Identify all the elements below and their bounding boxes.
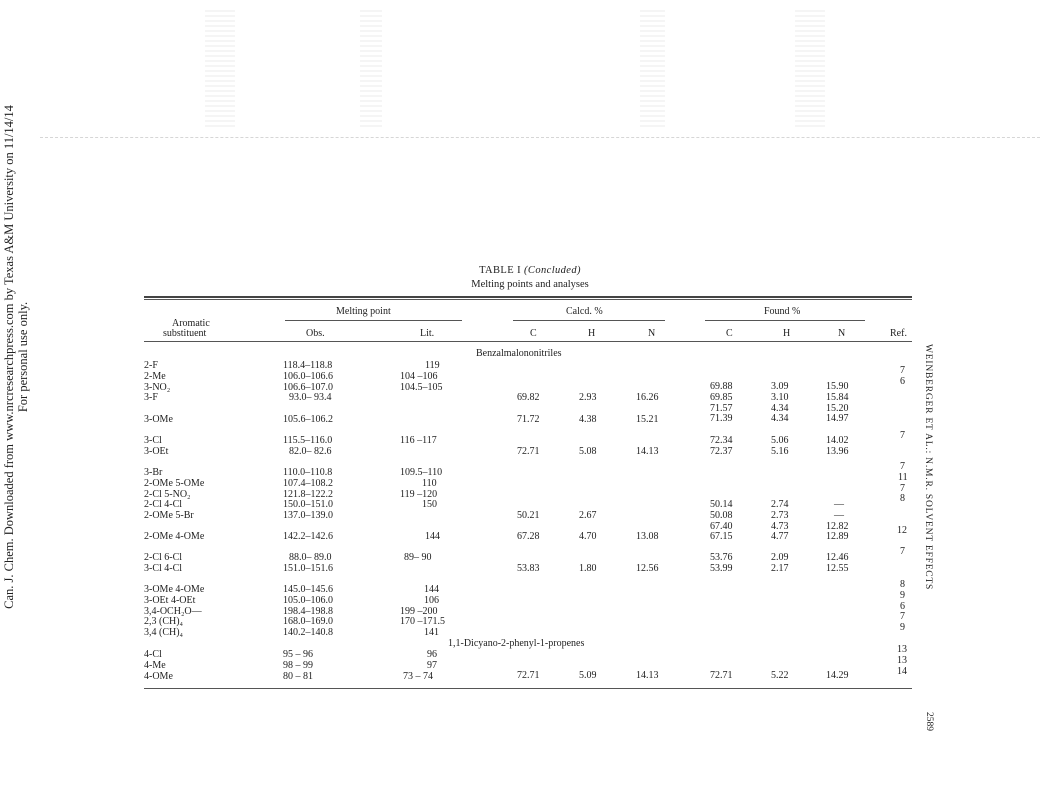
top-rule-2 — [144, 299, 912, 300]
subst-2cl-6cl: 2-Cl 6-Cl — [144, 552, 183, 563]
lit-34-ch4: 141 — [424, 627, 439, 639]
calc-c-4ome: 72.71 — [517, 670, 540, 681]
table-title — [430, 264, 630, 278]
found-h-b3-1: 2.74 — [771, 499, 789, 510]
ref-9b: 9 — [900, 622, 905, 634]
calc-h-3ome: 4.38 — [579, 414, 597, 425]
header-found: Found % — [764, 306, 801, 317]
calc-c-2ome-4ome: 67.28 — [517, 531, 540, 542]
lit-2ome-4ome: 144 — [425, 531, 440, 542]
ref-7f: 7 — [900, 611, 905, 623]
obs-34-ch4: 140.2–140.8 — [283, 627, 333, 639]
found-h-3: 4.34 — [771, 402, 789, 414]
block2-found-h — [771, 436, 789, 458]
obs-2me: 106.0–106.6 — [283, 370, 333, 382]
header-calc-c: C — [530, 328, 537, 339]
lit-2cl-4cl: 150 — [422, 499, 437, 511]
header-rule — [144, 341, 912, 342]
obs-2cl-6cl: 88.0– 89.0 — [289, 552, 332, 563]
calc-h-2ome-5br: 2.67 — [579, 510, 597, 521]
subst-2me: 2-Me — [144, 370, 166, 382]
block5-obs — [283, 553, 333, 575]
subst-2f: 2-F — [144, 360, 158, 371]
block5-substituents — [144, 553, 182, 575]
found-c-3: 71.57 — [710, 402, 733, 414]
ref-7a: 7 — [900, 365, 905, 376]
scan-ghost-3 — [640, 10, 665, 130]
table-caption — [430, 264, 630, 292]
running-head — [922, 344, 938, 594]
found-c-4ome: 72.71 — [710, 670, 733, 681]
lit-4ome: 73 – 74 — [403, 670, 433, 682]
calc-h-4ome: 5.09 — [579, 670, 597, 681]
lit-3oet-4oet: 106 — [424, 594, 439, 606]
block1-lit — [400, 361, 443, 393]
found-c-b3-2: 50.08 — [710, 509, 733, 521]
ref-7c: 7 — [900, 461, 905, 472]
subst-2cl-5no2: 2-Cl 5-NO₂ — [144, 488, 191, 500]
obs-3cl-4cl: 151.0–151.6 — [283, 562, 333, 574]
header-ref: Ref. — [890, 328, 907, 339]
header-found-c: C — [726, 328, 733, 339]
block1-obs — [283, 361, 333, 404]
subst-34-ch4: 3,4 (CH)₄ — [144, 627, 184, 639]
header-calc-h: H — [588, 328, 596, 339]
subst-4me: 4-Me — [144, 659, 166, 671]
scan-ghost-1 — [205, 10, 235, 130]
ref-13b: 13 — [897, 654, 907, 666]
header-melting-point: Melting point — [336, 306, 391, 317]
calc-c-3ome: 71.72 — [517, 414, 540, 425]
subst-23-ch4: 2,3 (CH)₄ — [144, 616, 184, 628]
lit-3no2: 104.5–105 — [400, 381, 443, 393]
found-h-3cl-4cl: 2.17 — [771, 562, 789, 574]
block6-lit — [400, 585, 445, 639]
found-c-2cl-6cl: 53.76 — [710, 552, 733, 563]
block2-found-c — [710, 436, 733, 458]
found-c-3cl: 72.34 — [710, 435, 733, 446]
scan-ghost-4 — [795, 10, 825, 130]
block1-found-h — [771, 382, 789, 414]
block3-obs — [283, 468, 333, 522]
lit-3cl: 116 –117 — [400, 435, 437, 446]
lit-2cl-5no2: 119 –120 — [400, 488, 438, 500]
block6-obs — [283, 585, 333, 639]
download-watermark — [2, 7, 32, 707]
obs-34-och2o: 198.4–198.8 — [283, 605, 333, 617]
found-c-3ome: 71.39 — [710, 413, 733, 424]
calcd-rule — [513, 320, 665, 321]
found-n-3cl: 14.02 — [826, 435, 849, 446]
ref-14: 14 — [897, 665, 907, 677]
ref-9a: 9 — [900, 589, 905, 601]
found-n-3: 15.20 — [826, 402, 849, 414]
header-substituent: substituent — [163, 328, 207, 339]
lit-2me: 104 –106 — [400, 370, 438, 382]
subst-3no2: 3-NO₂ — [144, 381, 171, 393]
block2-found-n — [826, 436, 849, 458]
lit-2ome-5ome: 110 — [422, 477, 437, 489]
obs-3ome-4ome: 145.0–145.6 — [283, 584, 333, 595]
found-h-b3-2: 2.73 — [771, 509, 789, 521]
obs-2cl-5no2: 121.8–122.2 — [283, 488, 333, 500]
block3-substituents — [144, 468, 204, 522]
found-h-2ome-4ome: 4.77 — [771, 531, 789, 542]
lit-3br: 109.5–110 — [400, 467, 443, 478]
block3-found-n — [826, 500, 849, 532]
subst-3ome: 3-OMe — [144, 414, 173, 425]
header-obs: Obs. — [306, 328, 325, 339]
lit-3ome-4ome: 144 — [424, 584, 439, 595]
ref-13a: 13 — [897, 644, 907, 655]
obs-23-ch4: 168.0–169.0 — [283, 616, 333, 628]
found-n-2cl-6cl: 12.46 — [826, 552, 849, 563]
block2-obs — [283, 436, 332, 458]
lit-2f: 119 — [425, 360, 440, 371]
subst-3oet-4oet: 3-OEt 4-OEt — [144, 594, 196, 606]
block1-refs — [900, 366, 905, 388]
block3-lit — [400, 468, 442, 511]
block7-refs — [897, 645, 907, 677]
found-h-2cl-6cl: 2.09 — [771, 552, 789, 563]
block7-obs — [283, 650, 313, 682]
found-n-2: 15.84 — [826, 391, 849, 403]
lit-23-ch4: 170 –171.5 — [400, 616, 445, 628]
header-lit: Lit. — [420, 328, 435, 339]
block5-found-h — [771, 553, 789, 575]
calc-c-3f: 69.82 — [517, 392, 540, 403]
lit-34-och2o: 199 –200 — [400, 605, 438, 617]
header-calcd: Calcd. % — [566, 306, 603, 317]
subst-34-och2o: 3,4-OCH₂O— — [144, 605, 202, 617]
obs-2ome-5ome: 107.4–108.2 — [283, 477, 333, 489]
obs-3no2: 106.6–107.0 — [283, 381, 333, 393]
table-title-prefix: TABLE I — [479, 265, 521, 276]
section-benzalmalononitriles: Benzalmalononitriles — [476, 348, 562, 359]
lit-4cl: 96 — [427, 649, 437, 660]
block7-lit — [403, 650, 437, 682]
running-head-text: WEINBERGER ET AL.: N.M.R. SOLVENT EFFECTS — [923, 344, 933, 591]
page-number — [922, 712, 938, 742]
found-n-b3-3: 12.82 — [826, 520, 849, 532]
lit-2cl-6cl: 89– 90 — [404, 552, 432, 563]
calc-c-3cl-4cl: 53.83 — [517, 563, 540, 574]
calc-n-3cl-4cl: 12.56 — [636, 563, 659, 574]
subst-4ome: 4-OMe — [144, 670, 173, 682]
ref-11: 11 — [898, 471, 908, 483]
found-c-b3-3: 67.40 — [710, 520, 733, 532]
header-calc-n: N — [648, 328, 656, 339]
subst-3f: 3-F — [144, 392, 158, 404]
obs-4me: 98 – 99 — [283, 659, 313, 671]
found-n-3ome: 14.97 — [826, 413, 849, 424]
calc-c-3oet: 72.71 — [517, 446, 540, 457]
subst-2ome-4ome: 2-OMe 4-OMe — [144, 531, 205, 542]
calc-h-3oet: 5.08 — [579, 446, 597, 457]
ref-7d: 7 — [900, 482, 905, 494]
block7-substituents — [144, 650, 173, 682]
watermark-line-2: For personal use only. — [16, 301, 30, 413]
found-c-b3-1: 50.14 — [710, 499, 733, 510]
found-h-3ome: 4.34 — [771, 413, 789, 424]
found-h-4ome: 5.22 — [771, 670, 789, 681]
found-h-3oet: 5.16 — [771, 445, 789, 457]
block6-substituents — [144, 585, 204, 639]
obs-3cl: 115.5–116.0 — [283, 435, 333, 446]
found-c-2: 69.85 — [710, 391, 733, 403]
block6-refs — [900, 580, 905, 634]
calc-h-3cl-4cl: 1.80 — [579, 563, 597, 574]
obs-4cl: 95 – 96 — [283, 649, 313, 660]
ref-6a: 6 — [900, 375, 905, 387]
block1-found-c — [710, 382, 733, 414]
obs-2ome-5br: 137.0–139.0 — [283, 510, 333, 522]
found-n-4ome: 14.29 — [826, 670, 849, 681]
block5-found-c — [710, 553, 733, 575]
ref-8a: 8 — [900, 493, 905, 505]
found-h-1: 3.09 — [771, 381, 789, 392]
table-title-italic: (Concluded) — [524, 265, 581, 276]
calc-n-3f: 16.26 — [636, 392, 659, 403]
calc-h-3f: 2.93 — [579, 392, 597, 403]
subst-3cl-4cl: 3-Cl 4-Cl — [144, 562, 183, 574]
found-n-b3-1: — — [834, 499, 844, 510]
scan-artifact-line — [40, 137, 1040, 138]
subst-3ome-4ome: 3-OMe 4-OMe — [144, 584, 205, 595]
block1-substituents — [144, 361, 170, 404]
found-c-3cl-4cl: 53.99 — [710, 562, 733, 574]
obs-4ome: 80 – 81 — [283, 670, 313, 682]
found-c-2ome-4ome: 67.15 — [710, 531, 733, 542]
block3-found-h — [771, 500, 789, 532]
table-subtitle: Melting points and analyses — [471, 279, 589, 290]
obs-2ome-4ome: 142.2–142.6 — [283, 531, 333, 542]
section-dicyano-propenes: 1,1-Dicyano-2-phenyl-1-propenes — [448, 638, 585, 649]
obs-3br: 110.0–110.8 — [283, 467, 333, 478]
subst-3oet: 3-OEt — [144, 445, 169, 457]
subst-3br: 3-Br — [144, 467, 163, 478]
calc-n-3oet: 14.13 — [636, 446, 659, 457]
top-rule — [144, 296, 912, 298]
obs-3oet: 82.0– 82.6 — [289, 445, 332, 457]
lit-4me: 97 — [427, 659, 437, 671]
block3-refs — [898, 462, 908, 505]
found-n-2ome-4ome: 12.89 — [826, 531, 849, 542]
calc-c-2ome-5br: 50.21 — [517, 510, 540, 521]
subst-4cl: 4-Cl — [144, 649, 162, 660]
found-h-b3-3: 4.73 — [771, 520, 789, 532]
found-c-1: 69.88 — [710, 381, 733, 392]
subst-2cl-4cl: 2-Cl 4-Cl — [144, 499, 183, 511]
header-aromatic: Aromatic — [172, 318, 210, 329]
ref-7b: 7 — [900, 430, 905, 441]
header-found-h: H — [783, 328, 791, 339]
obs-3f: 93.0– 93.4 — [289, 392, 332, 404]
obs-2cl-4cl: 150.0–151.0 — [283, 499, 333, 511]
block5-found-n — [826, 553, 849, 575]
watermark-line-1: Can. J. Chem. Downloaded from www.nrcresearchpress.com by Texas A&M University on 11/14/14 — [2, 105, 16, 609]
ref-6b: 6 — [900, 600, 905, 612]
calc-h-2ome-4ome: 4.70 — [579, 531, 597, 542]
melting-point-rule — [285, 320, 462, 321]
subst-3cl: 3-Cl — [144, 435, 162, 446]
block3-found-c — [710, 500, 733, 532]
calc-n-3ome: 15.21 — [636, 414, 659, 425]
page-number-text: 2589 — [924, 712, 934, 731]
block1-found-n — [826, 382, 849, 414]
bottom-rule — [144, 688, 912, 689]
found-n-b3-2: — — [834, 509, 844, 521]
ref-7e: 7 — [900, 546, 905, 557]
subst-2ome-5br: 2-OMe 5-Br — [144, 510, 194, 522]
found-n-3oet: 13.96 — [826, 445, 849, 457]
ref-12: 12 — [897, 525, 907, 536]
subst-2ome-5ome: 2-OMe 5-OMe — [144, 477, 205, 489]
calc-n-2ome-4ome: 13.08 — [636, 531, 659, 542]
found-h-3cl: 5.06 — [771, 435, 789, 446]
ref-8b: 8 — [900, 579, 905, 590]
header-found-n: N — [838, 328, 846, 339]
block2-substituents — [144, 436, 168, 458]
obs-3ome: 105.6–106.2 — [283, 414, 333, 425]
found-c-3oet: 72.37 — [710, 445, 733, 457]
obs-3oet-4oet: 105.0–106.0 — [283, 594, 333, 606]
obs-2f: 118.4–118.8 — [283, 360, 333, 371]
found-n-3cl-4cl: 12.55 — [826, 562, 849, 574]
found-rule — [705, 320, 865, 321]
calc-n-4ome: 14.13 — [636, 670, 659, 681]
found-n-1: 15.90 — [826, 381, 849, 392]
found-h-2: 3.10 — [771, 391, 789, 403]
scan-ghost-2 — [360, 10, 382, 130]
